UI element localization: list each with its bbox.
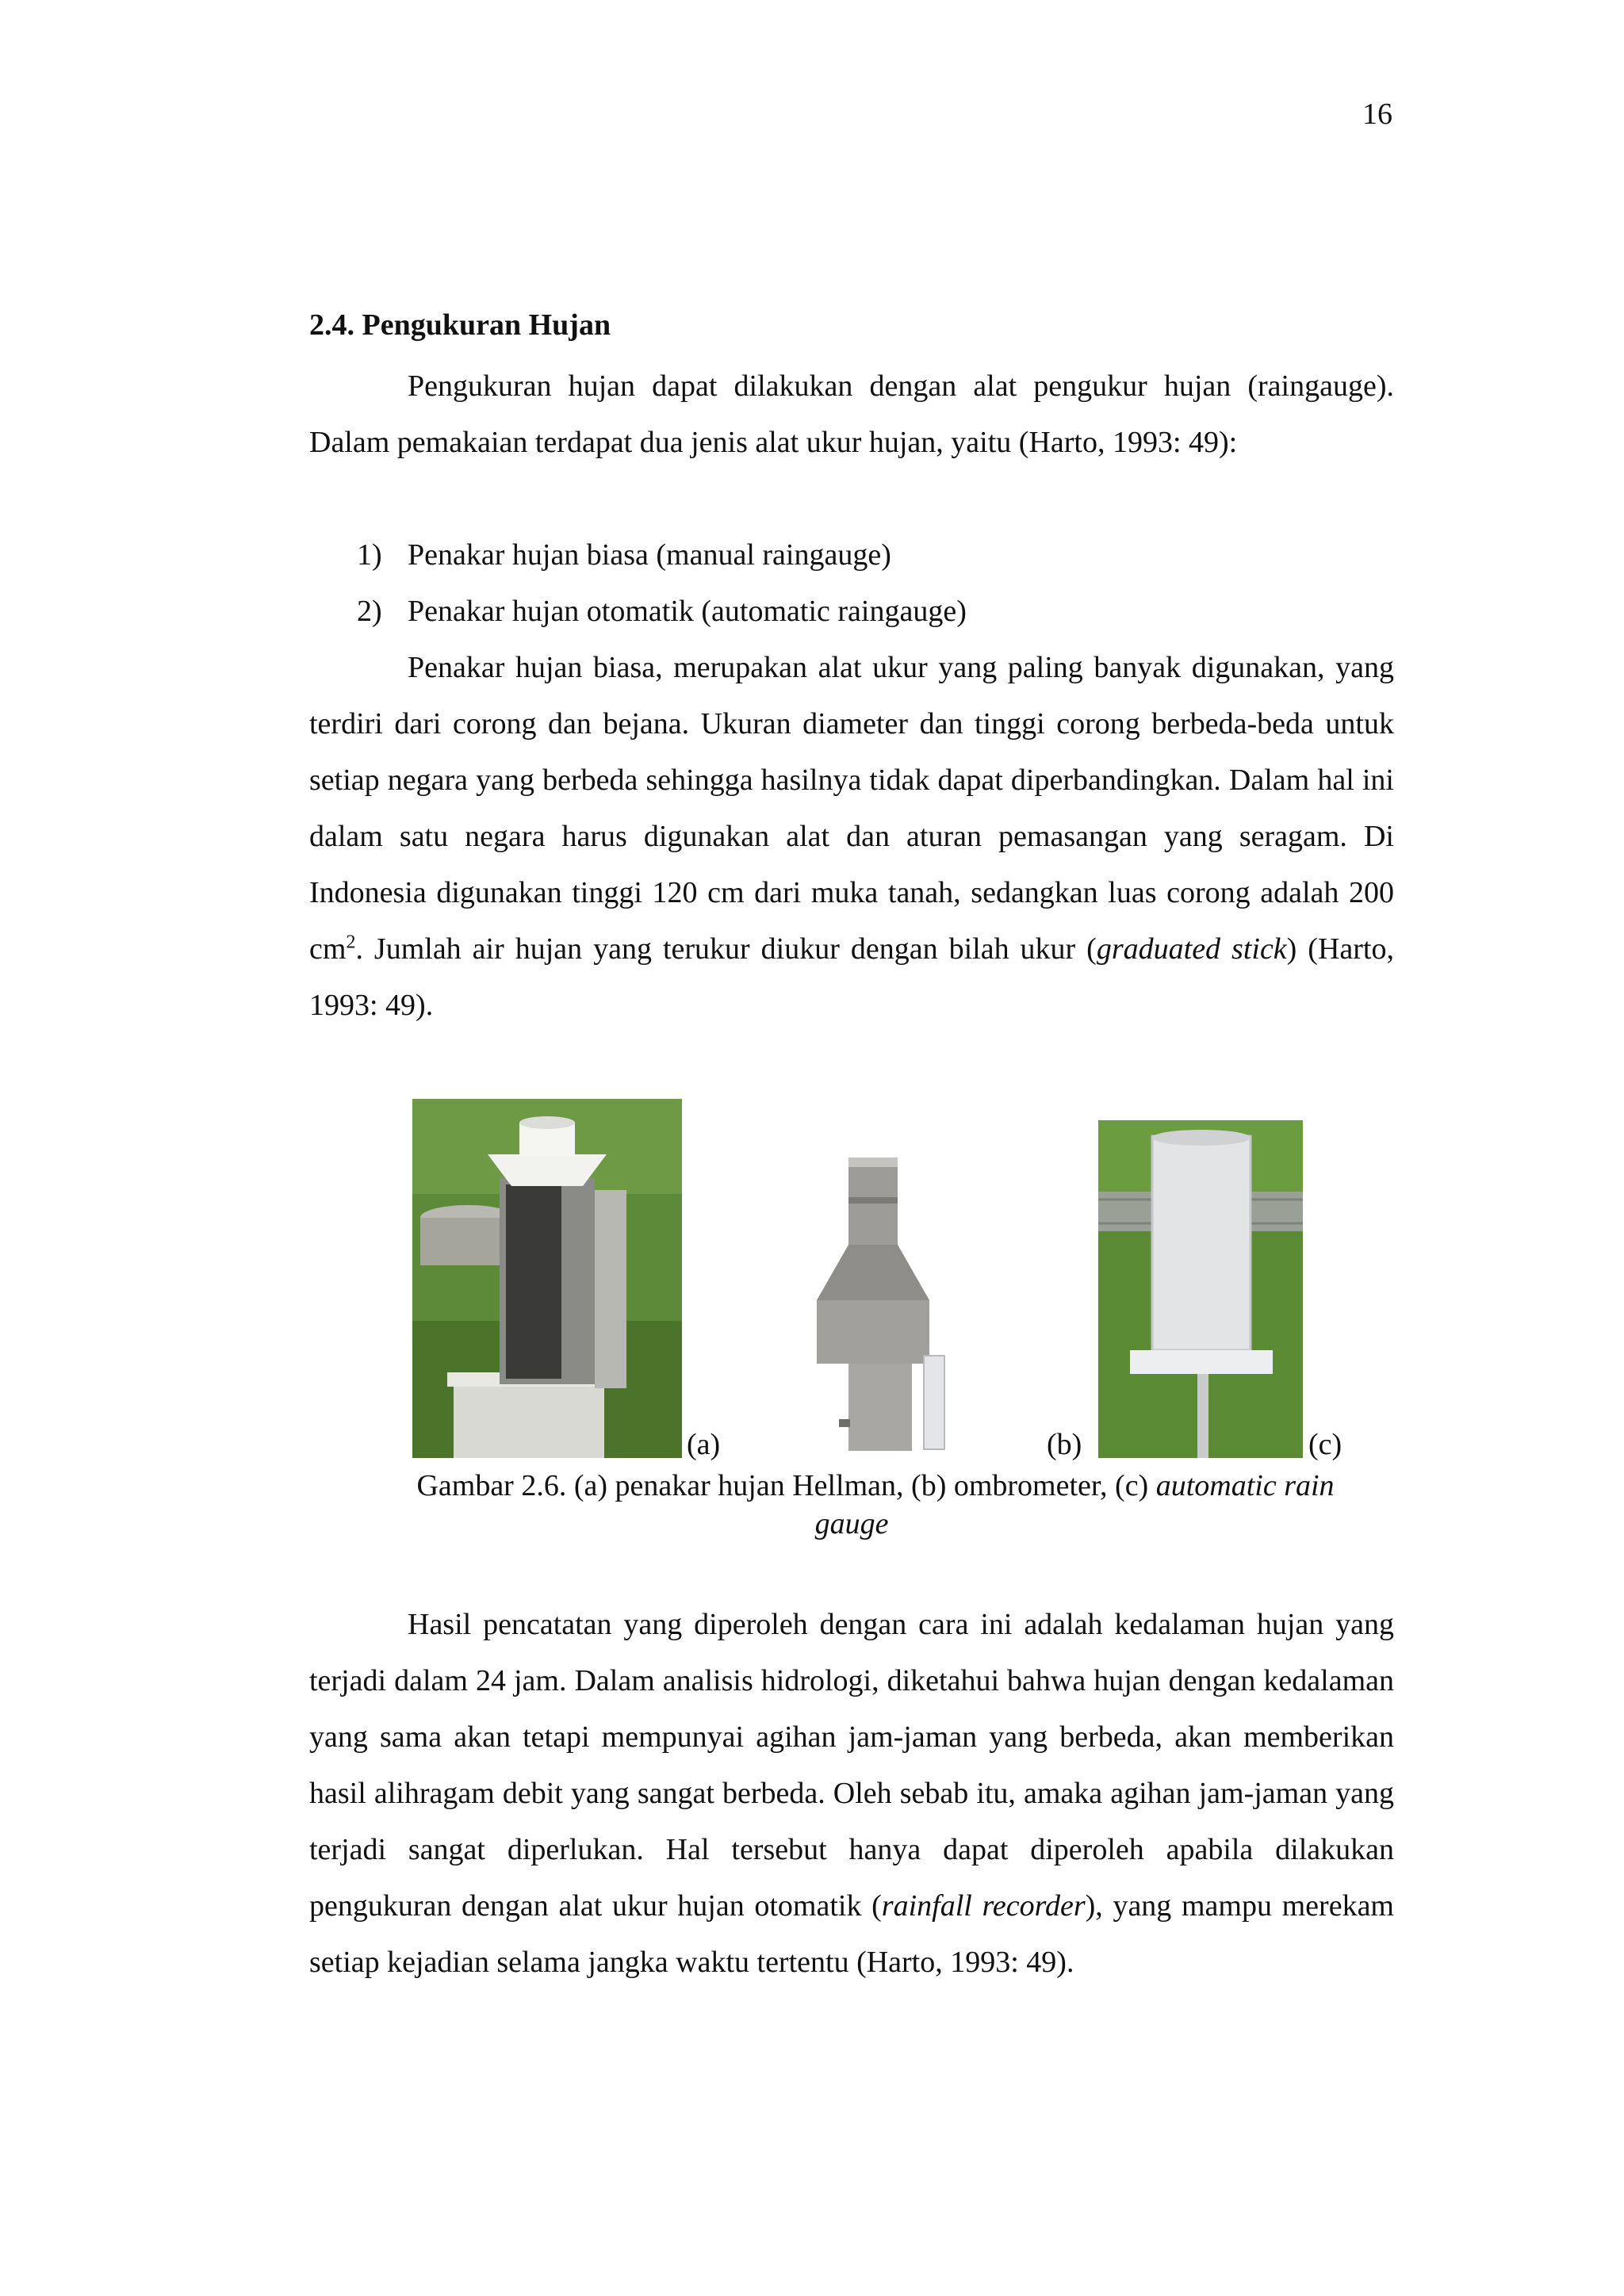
figure-label-a: (a)	[687, 1428, 721, 1461]
manual-gauge-paragraph	[309, 640, 1394, 1034]
paragraph-text: ) (Harto, 1993: 49).	[309, 932, 1394, 1022]
list-item-number: 1)	[357, 538, 382, 572]
paragraph-text: Penakar hujan biasa, merupakan alat ukur yang paling banyak digunakan, yang terdiri dari corong dan bejana. Ukuran diameter dan tinggi corong berbeda-beda untuk setiap negara yang berbeda sehingga hasilnya tidak dapat diperbandingkan. Dalam hal ini dalam satu negara harus digunakan alat dan aturan pemasangan yang seragam. Di Indonesia digunakan tinggi 120 cm dari muka tanah, sedangkan luas corong adalah 200 cm	[309, 651, 1394, 966]
hellman-gauge-photo	[412, 1099, 682, 1458]
ombrometer-photo	[801, 1150, 959, 1459]
caption-italic: gauge	[814, 1507, 889, 1540]
caption-line	[309, 1467, 1394, 1505]
superscript: 2	[346, 932, 356, 953]
list-item-number: 2)	[357, 595, 382, 628]
caption-italic: automatic rain	[1155, 1469, 1335, 1502]
section-heading: 2.4. Pengukuran Hujan	[309, 308, 611, 342]
page-number: 16	[1362, 98, 1392, 131]
figure-label-c: (c)	[1308, 1428, 1342, 1461]
paragraph-text: Hasil pencatatan yang diperoleh dengan cara ini adalah kedalaman hujan yang terjadi dalam 24 jam. Dalam analisis hidrologi, diketahui bahwa hujan dengan kedalaman yang sama akan tetapi mempunyai agihan jam-jaman yang berbeda, akan memberikan hasil alihragam debit yang sangat berbeda. Oleh sebab itu, amaka agihan jam-jaman yang terjadi sangat diperlukan. Hal tersebut hanya dapat diperoleh apabila dilakukan pengukuran dengan alat ukur hujan otomatik (	[309, 1608, 1394, 1923]
list-item-text: Penakar hujan otomatik (automatic raingauge)	[408, 595, 967, 628]
list-item	[309, 527, 1394, 584]
figure-caption	[309, 1467, 1394, 1543]
italic-term: graduated stick	[1096, 932, 1287, 966]
caption-text: Gambar 2.6. (a) penakar hujan Hellman, (b) ombrometer, (c)	[416, 1469, 1156, 1502]
intro-paragraph: Pengukuran hujan dapat dilakukan dengan alat pengukur hujan (raingauge). Dalam pemakaian terdapat dua jenis alat ukur hujan, yaitu (Harto, 1993: 49):	[309, 369, 1394, 459]
automatic-raingauge-photo	[1098, 1120, 1303, 1458]
italic-term: rainfall recorder	[881, 1889, 1086, 1923]
figure-label-b: (b)	[1047, 1428, 1082, 1461]
paragraph-text: ), yang mampu merekam setiap kejadian selama jangka waktu tertentu (Harto, 1993: 49).	[309, 1889, 1394, 1979]
paragraph-text: . Jumlah air hujan yang terukur diukur dengan bilah ukur (	[355, 932, 1097, 966]
list-item	[309, 584, 1394, 640]
list-item-text: Penakar hujan biasa (manual raingauge)	[408, 538, 891, 572]
recording-paragraph	[309, 1597, 1394, 1991]
raingauge-type-list	[309, 527, 1394, 640]
